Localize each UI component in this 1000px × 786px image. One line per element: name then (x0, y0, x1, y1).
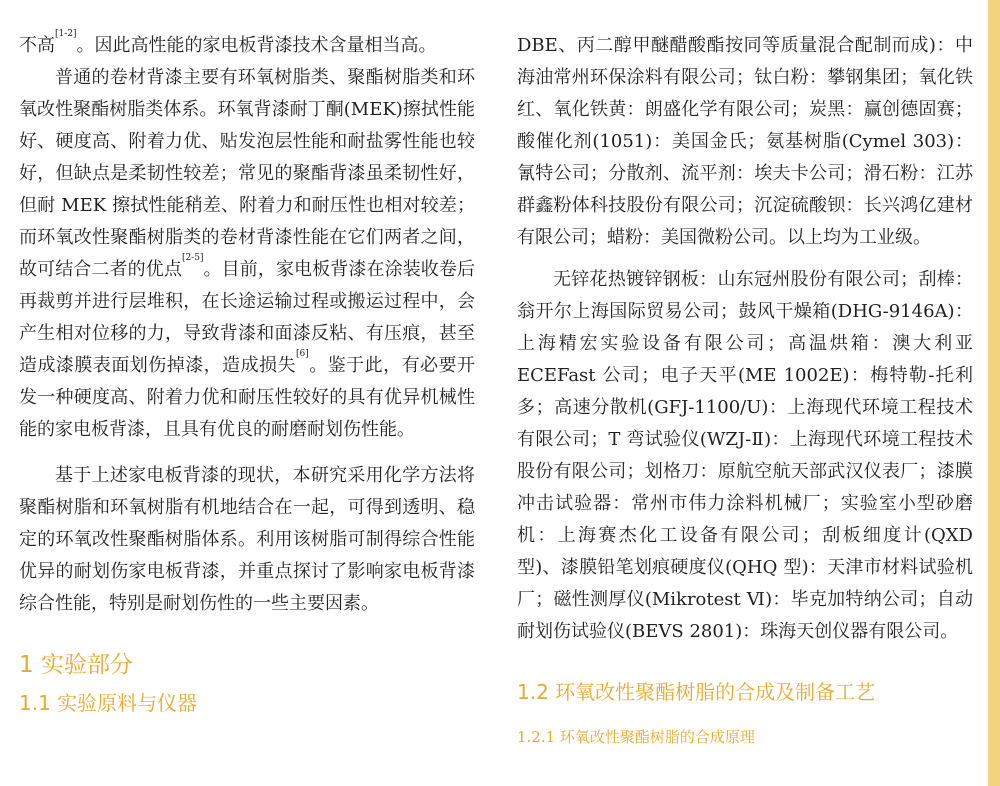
citation-ref: [2-5] (181, 253, 204, 263)
citation-ref: [1-2] (55, 29, 77, 39)
paragraph-text: 。因此高性能的家电板背漆技术含量相当高。 (76, 35, 437, 56)
paragraph-text: 普通的卷材背漆主要有环氧树脂类、聚酯树脂类和环氧改性聚酯树脂类体系。环氧背漆耐丁酮(MEK)擦拭性能好、硬度高、附着力优、贴发泡层性能和耐盐雾性能也较好，但缺点是柔韧性较差；常见的聚酯背漆虽柔韧性好，但耐 MEK 擦拭性能稍差、附着力和耐压性也相对较差；而环氧改性聚酯树脂类的卷材背漆性能在它们两者之间，故可结合二者的优点 (19, 67, 475, 280)
citation-ref: [6] (296, 349, 309, 359)
paragraph-raw-materials: DBE、丙二醇甲醚醋酸酯按同等质量混合配制而成)：中海油常州环保涂料有限公司；钛白粉：攀钢集团；氧化铁红、氧化铁黄：朗盛化学有限公司；炭黑：赢创德固赛；酸催化剂(1051)：美国金氏；氨基树脂(Cymel 303)：氰特公司；分散剂、流平剂：埃夫卡公司；滑石粉：江苏群鑫粉体科技股份有限公司；沉淀硫酸钡：长兴鸿亿建材有限公司；蜡粉：美国微粉公司。以上均为工业级。 (517, 35, 973, 248)
subsubsection-heading-principle: 1.2.1 环氧改性聚酯树脂的合成原理 (517, 728, 755, 746)
paragraph-text: 。鉴于此，有必要开发一种硬度高、附着力优和耐压性较好的具有优异机械性能的家电板背漆，且具有优良的耐磨耐划伤性能。 (19, 355, 475, 440)
paragraph-text: 不高 (19, 35, 55, 56)
right-column (517, 30, 973, 748)
page-edge-color-bar (988, 0, 1000, 786)
paragraph-continuation (19, 30, 475, 62)
paragraph-coil-backcoat (19, 62, 475, 446)
paragraph-research-aim: 基于上述家电板背漆的现状，本研究采用化学方法将聚酯树脂和环氧树脂有机地结合在一起，可得到透明、稳定的环氧改性聚酯树脂体系。利用该树脂可制得综合性能优异的耐划伤家电板背漆，并重点探讨了影响家电板背漆综合性能，特别是耐划伤性的一些主要因素。 (19, 465, 475, 614)
left-column (19, 30, 475, 717)
paragraph-text: 。目前，家电板背漆在涂装收卷后再裁剪并进行层堆积，在长途运输过程或搬运过程中，会产生相对位移的力，导致背漆和面漆反粘、有压痕，甚至造成漆膜表面划伤掉漆，造成损失 (19, 259, 476, 376)
section-heading-experimental: 1 实验部分 (19, 652, 133, 678)
paragraph-instruments: 无锌花热镀锌钢板：山东冠州股份有限公司；刮棒：翁开尔上海国际贸易公司；鼓风干燥箱(DHG-9146A)：上海精宏实验设备有限公司；高温烘箱：澳大利亚 ECEFast 公司；电子天平(ME 1002E)：梅特勒-托利多；高速分散机(GFJ-1100/U)：上海现代环境工程技术有限公司；T 弯试验仪(WZJ-Ⅱ)：上海现代环境工程技术股份有限公司；划格刀：原航空航天部武汉仪表厂；漆膜冲击试验器：常州市伟力涂料机械厂；实验室小型砂磨机：上海赛杰化工设备有限公司；刮板细度计(QXD 型)、漆膜铅笔划痕硬度仪(QHQ 型)：天津市材料试验机厂；磁性测厚仪(Mikrotest Ⅵ)：毕克加特纳公司；自动耐划伤试验仪(BEVS 2801)：珠海天创仪器有限公司。 (517, 269, 973, 642)
subsection-heading-materials: 1.1 实验原料与仪器 (19, 691, 198, 715)
subsection-heading-synthesis: 1.2 环氧改性聚酯树脂的合成及制备工艺 (517, 680, 876, 704)
